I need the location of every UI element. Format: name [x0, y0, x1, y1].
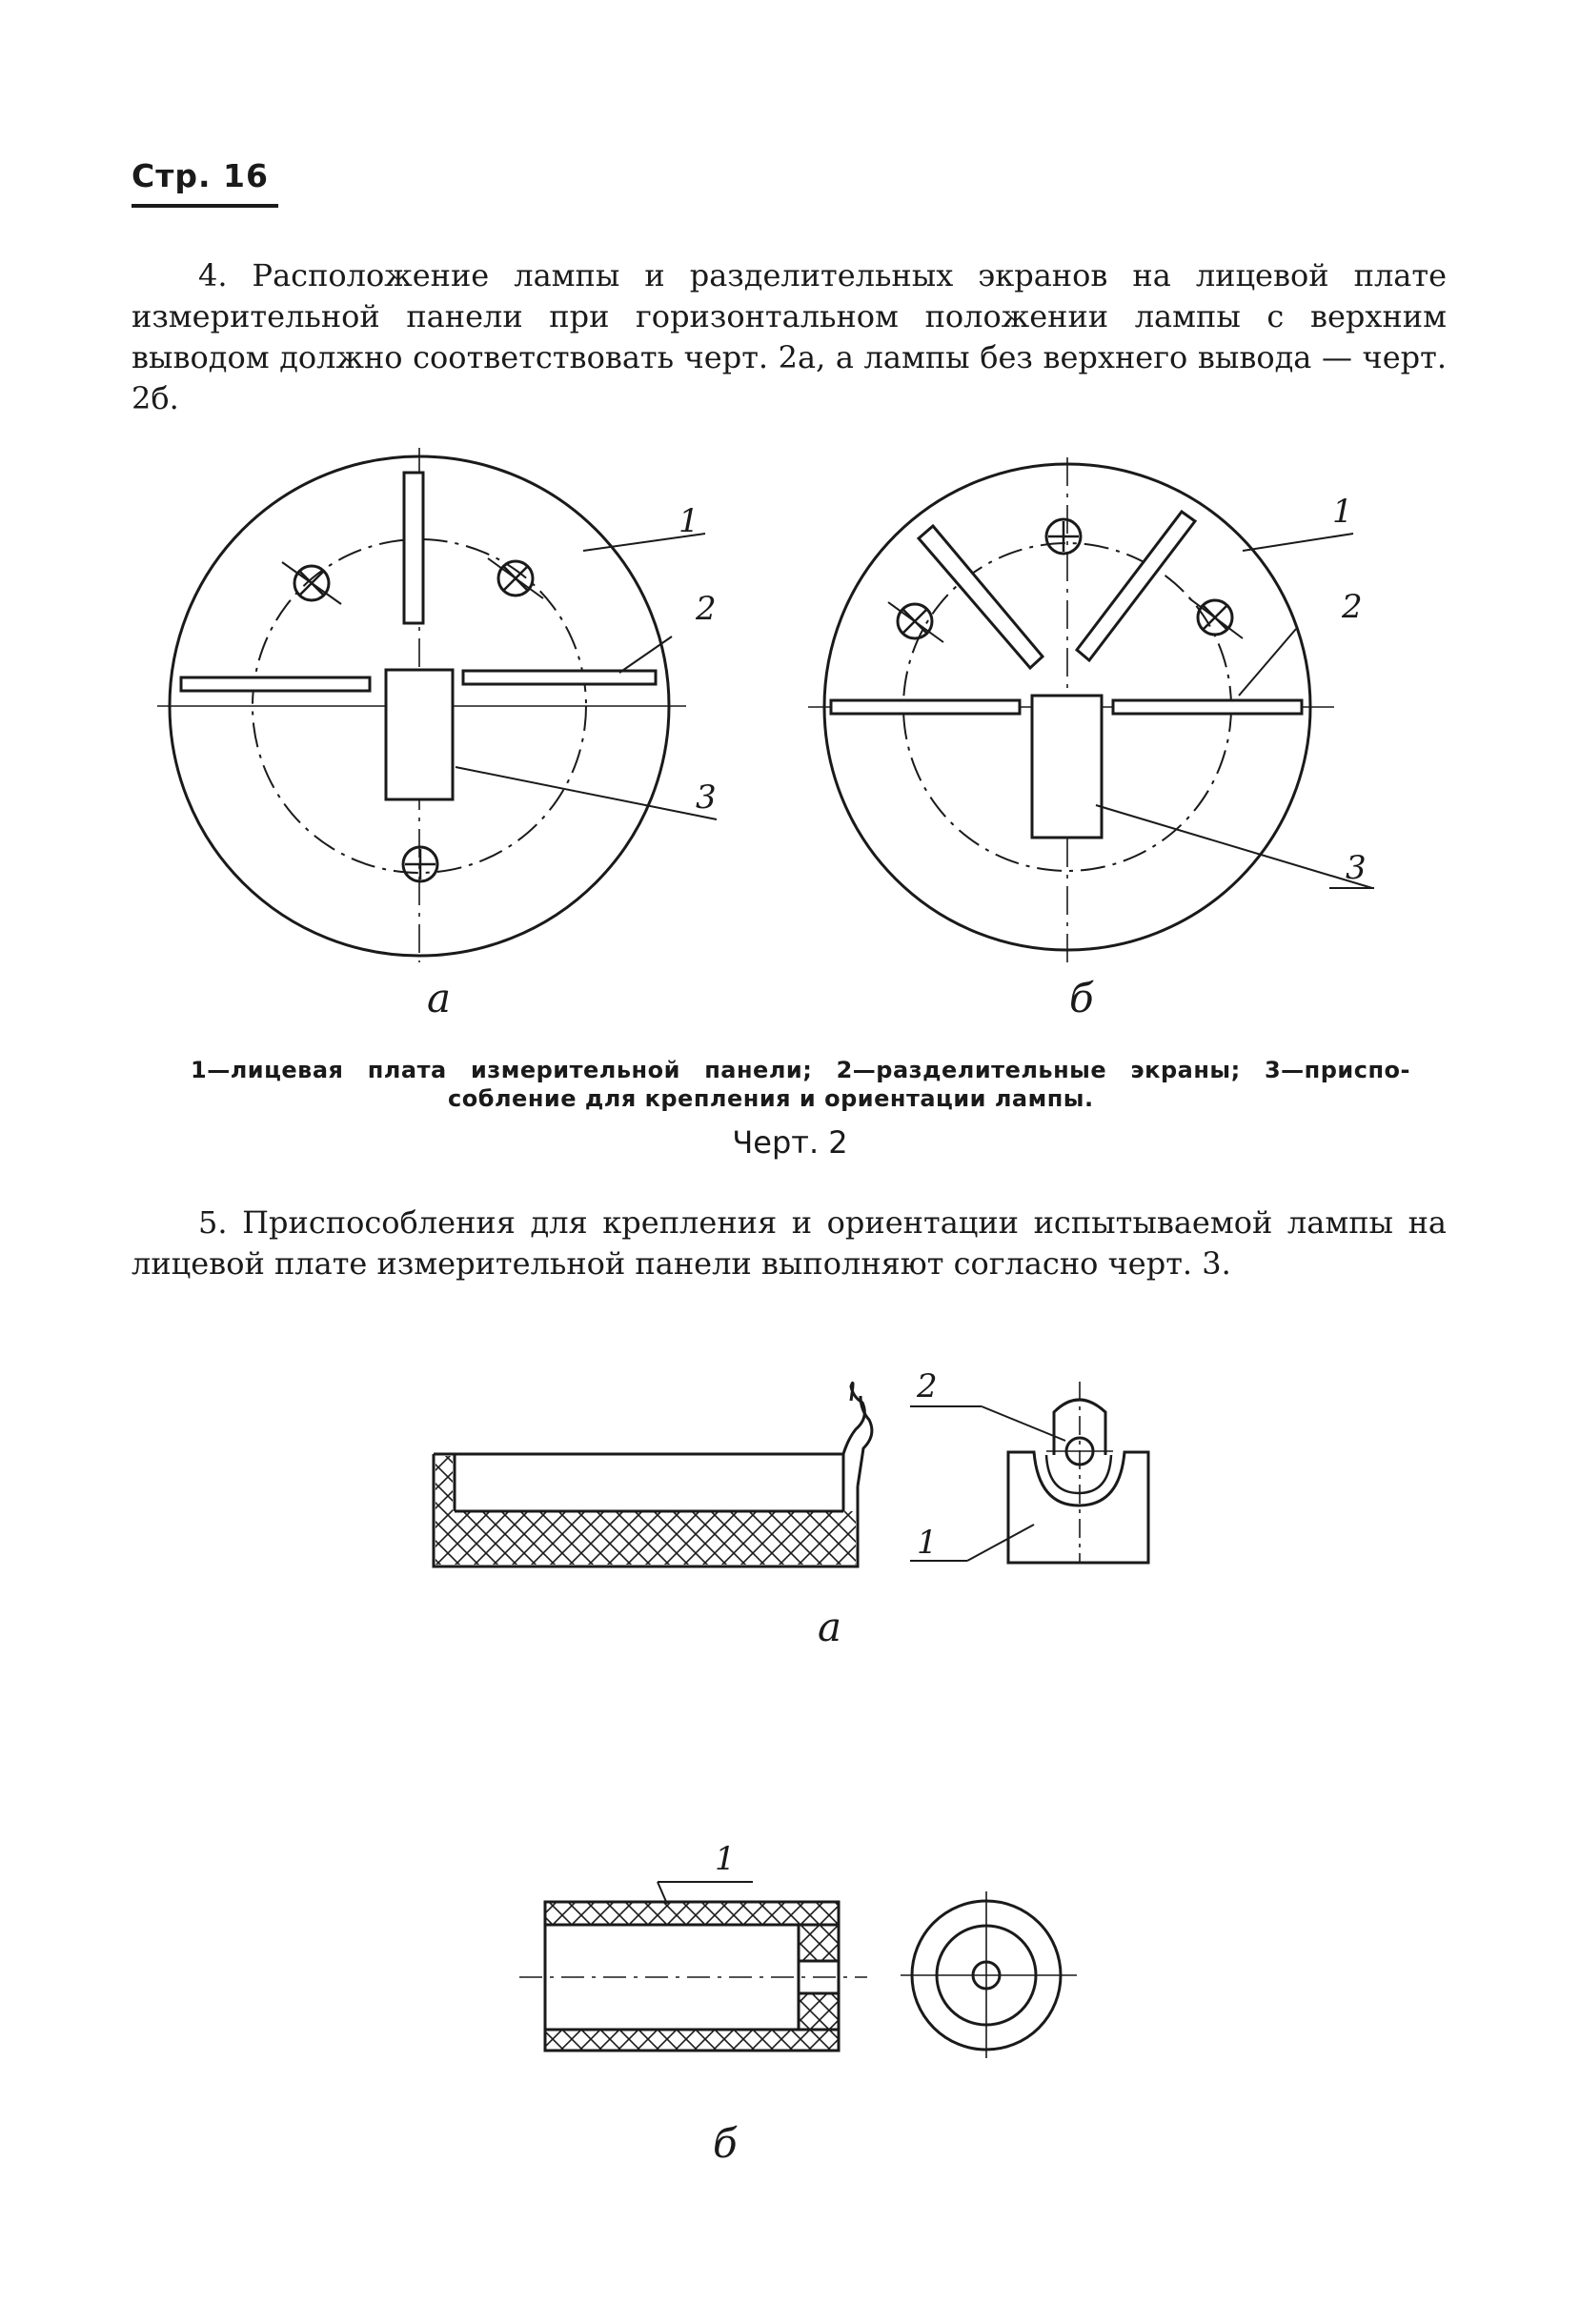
- upper-left-screen: [919, 526, 1043, 668]
- lamp-holder: [386, 670, 453, 799]
- callout-2-a: 2: [696, 590, 717, 628]
- left-screen: [181, 677, 370, 691]
- figure-3-drawing: [0, 1334, 1580, 2192]
- figure-2-title: Черт. 2: [732, 1124, 848, 1161]
- callout-1-fig3a: 1: [917, 1524, 938, 1562]
- paragraph-5: 5. Приспособления для крепления и ориентации испытываемой лампы на лицевой плате измерительной панели выполняют согласно черт. 3.: [132, 1204, 1447, 1282]
- sublabel-3b: б: [713, 2120, 738, 2167]
- callout-1-b: 1: [1332, 493, 1353, 531]
- right-screen: [463, 671, 656, 684]
- right-screen: [1113, 700, 1302, 714]
- drawing-2b: [808, 457, 1374, 962]
- sublabel-2b: б: [1069, 975, 1094, 1021]
- callout-2-fig3a: 2: [917, 1367, 938, 1405]
- figure-2-caption-line-2: собление для крепления и ориентации лампы.: [448, 1085, 1094, 1112]
- callout-2-b: 2: [1342, 588, 1363, 626]
- callout-3-a: 3: [696, 778, 717, 817]
- page-number: Стр. 16: [132, 157, 269, 194]
- lamp-holder: [1032, 696, 1102, 838]
- callout-3-b: 3: [1346, 849, 1367, 887]
- callout-1-a: 1: [679, 502, 699, 540]
- drawing-3b-end-view: [901, 1891, 1077, 2058]
- drawing-3b-section: [519, 1882, 867, 2051]
- page-number-rule: [132, 204, 278, 208]
- sublabel-2a: а: [427, 975, 452, 1021]
- figure-2-drawing: [0, 438, 1580, 1048]
- drawing-3a-end-view: [910, 1382, 1148, 1563]
- paragraph-4: 4. Расположение лампы и разделительных экранов на лицевой плате измерительной панели при горизонтальном положении лампы с верхним выводом должно соответствовать черт. 2а, а лампы без верхнего вывода — черт. 2б.: [132, 257, 1447, 416]
- vertical-screen: [404, 473, 423, 623]
- left-screen: [831, 700, 1020, 714]
- callout-1-fig3b: 1: [715, 1840, 736, 1878]
- drawing-2a: [157, 448, 717, 962]
- drawing-3a-section: [434, 1383, 872, 1566]
- sublabel-3a: а: [818, 1604, 842, 1650]
- figure-2-caption-line-1: 1—лицевая плата измерительной панели; 2—разделительные экраны; 3—приспо-: [191, 1057, 1410, 1083]
